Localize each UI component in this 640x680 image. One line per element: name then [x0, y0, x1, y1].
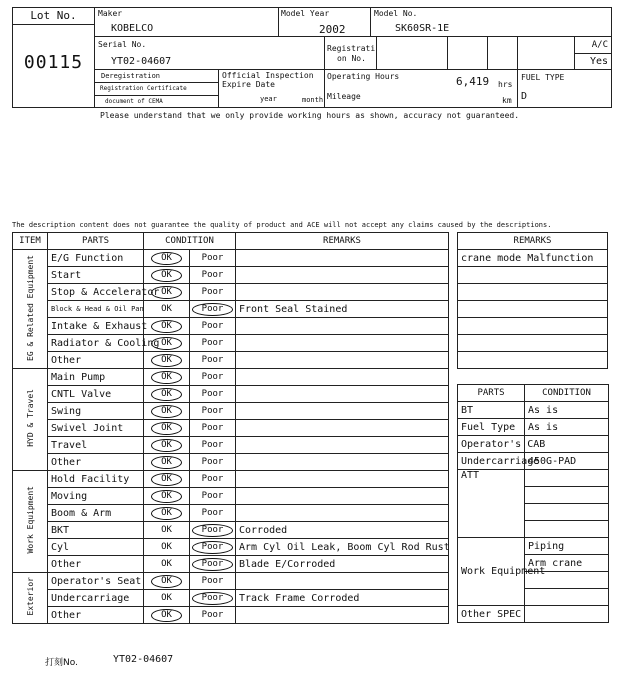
ok-cell: [144, 250, 190, 267]
condition-circled: OK: [151, 575, 182, 588]
category-label: Exterior: [25, 577, 35, 616]
part-name: Other: [48, 556, 144, 573]
table-row: [13, 573, 449, 590]
side-remark-text: crane mode Malfunction: [458, 250, 608, 267]
condition-circled: OK: [151, 354, 182, 367]
table-row: [13, 488, 449, 505]
poor-cell: [190, 573, 236, 590]
part-name: Undercarriage: [48, 590, 144, 607]
condition-circled: OK: [151, 269, 182, 282]
part-name: Other: [48, 352, 144, 369]
fuel-label: Fuel Type: [458, 419, 525, 436]
table-row: [13, 471, 449, 488]
side-remarks-header: REMARKS: [458, 233, 608, 250]
hours-cell: [325, 69, 518, 108]
inspection-table: [12, 232, 449, 624]
condition-option: Poor: [201, 355, 224, 365]
condition-circled: Poor: [192, 303, 234, 316]
model-year-value: 2002: [319, 23, 346, 36]
remarks-row: [458, 318, 608, 335]
remark-text: [236, 403, 449, 420]
condition-circled: OK: [151, 286, 182, 299]
ok-cell: [144, 590, 190, 607]
table-row: [13, 454, 449, 471]
ac-value: Yes: [589, 56, 608, 67]
part-name: Moving: [48, 488, 144, 505]
table-row: [13, 335, 449, 352]
stamp-no-value: YT02-04607: [113, 654, 174, 665]
reg-blank-1: [377, 36, 448, 70]
poor-cell: [190, 454, 236, 471]
condition-circled: Poor: [192, 541, 234, 554]
att-label: ATT: [458, 470, 525, 538]
poor-cell: [190, 301, 236, 318]
cab-label: Operator's CAB: [458, 436, 525, 453]
ok-cell: [144, 437, 190, 454]
att-value-1: [525, 470, 609, 487]
att-value-3: [525, 504, 609, 521]
cema-label: document of CEMA: [105, 98, 163, 105]
remark-text: [236, 488, 449, 505]
condition-option: Poor: [201, 372, 224, 382]
remark-text: [236, 369, 449, 386]
reg-blank-4: [518, 36, 575, 70]
condition-option: Poor: [201, 508, 224, 518]
table-row: [13, 284, 449, 301]
disclaimer: The description content does not guarantee the quality of product and ACE will not accept any claims caused by the descriptions.: [12, 221, 552, 229]
remark-text: [236, 505, 449, 522]
side-remark-text: [458, 301, 608, 318]
side-condition-header: CONDITION: [525, 385, 609, 402]
table-row: [13, 250, 449, 267]
maker-cell: [95, 7, 279, 37]
ok-cell: [144, 369, 190, 386]
remark-text: [236, 471, 449, 488]
model-no-value: SK60SR-1E: [395, 23, 450, 34]
remarks-row: [458, 250, 608, 267]
remark-text: [236, 318, 449, 335]
remark-text: [236, 573, 449, 590]
registration-label-1: Registrati: [327, 44, 376, 53]
remarks-row: [458, 267, 608, 284]
ok-cell: [144, 335, 190, 352]
side-remark-text: [458, 267, 608, 284]
ok-cell: [144, 454, 190, 471]
part-name: Intake & Exhaust: [48, 318, 144, 335]
ok-cell: [144, 301, 190, 318]
bt-value: As is: [525, 402, 609, 419]
poor-cell: [190, 556, 236, 573]
table-row: [13, 522, 449, 539]
poor-cell: [190, 352, 236, 369]
condition-option: OK: [161, 593, 172, 603]
reg-cert-label: Registration Certificate: [95, 83, 218, 96]
poor-cell: [190, 420, 236, 437]
condition-option: Poor: [201, 321, 224, 331]
ac-cell: [575, 36, 612, 70]
condition-option: Poor: [201, 457, 224, 467]
fuel-value: As is: [525, 419, 609, 436]
remark-text: [236, 386, 449, 403]
other-spec-label: Other SPEC: [458, 606, 525, 623]
model-no-cell: [371, 7, 612, 37]
condition-option: Poor: [201, 253, 224, 263]
reg-blank-3: [488, 36, 518, 70]
ok-cell: [144, 539, 190, 556]
month-label: month: [302, 96, 324, 104]
side-remark-text: [458, 318, 608, 335]
model-no-label: Model No.: [374, 9, 418, 18]
header-remarks: REMARKS: [236, 233, 449, 250]
reg-blank-2: [448, 36, 488, 70]
condition-circled: OK: [151, 490, 182, 503]
att-value-2: [525, 487, 609, 504]
category-label: EG & Related Equipment: [25, 254, 35, 361]
category-cell: [13, 471, 48, 573]
poor-cell: [190, 505, 236, 522]
condition-option: Poor: [201, 389, 224, 399]
table-row: [13, 318, 449, 335]
lot-box: [12, 7, 95, 108]
part-name: BKT: [48, 522, 144, 539]
poor-cell: [190, 369, 236, 386]
official-cell: [219, 69, 325, 108]
condition-circled: Poor: [192, 524, 234, 537]
category-cell: [13, 369, 48, 471]
remark-text: Blade E/Corroded: [236, 556, 449, 573]
table-row: [13, 267, 449, 284]
part-name: E/G Function: [48, 250, 144, 267]
undercarriage-value: 450G-PAD: [525, 453, 609, 470]
header-item: ITEM: [13, 233, 48, 250]
stamp-no-label: 打刻No.: [45, 658, 78, 668]
condition-option: Poor: [201, 474, 224, 484]
fuel-type-cell: [518, 69, 612, 108]
table-row: [13, 590, 449, 607]
condition-option: Poor: [201, 338, 224, 348]
ok-cell: [144, 352, 190, 369]
condition-option: OK: [161, 542, 172, 552]
condition-option: Poor: [201, 576, 224, 586]
lot-no-label: Lot No.: [13, 8, 94, 25]
mileage-label: Mileage: [327, 92, 361, 101]
part-name: Other: [48, 454, 144, 471]
official-label-2: Expire Date: [222, 80, 275, 89]
ok-cell: [144, 420, 190, 437]
side-remark-text: [458, 335, 608, 352]
part-name: Other: [48, 607, 144, 624]
condition-circled: Poor: [192, 558, 234, 571]
remark-text: Corroded: [236, 522, 449, 539]
work-value-2: Arm crane: [525, 555, 609, 572]
condition-circled: OK: [151, 609, 182, 622]
header-parts: PARTS: [48, 233, 144, 250]
km-label: km: [502, 96, 512, 105]
remark-text: [236, 420, 449, 437]
ok-cell: [144, 471, 190, 488]
remark-text: Front Seal Stained: [236, 301, 449, 318]
part-name: Hold Facility: [48, 471, 144, 488]
condition-option: Poor: [201, 287, 224, 297]
ok-cell: [144, 403, 190, 420]
condition-option: Poor: [201, 610, 224, 620]
part-name: Swing: [48, 403, 144, 420]
dereg-label: Deregistration: [95, 70, 218, 83]
condition-circled: OK: [151, 439, 182, 452]
header-condition: CONDITION: [144, 233, 236, 250]
remarks-side-table: [457, 232, 608, 369]
condition-circled: OK: [151, 320, 182, 333]
poor-cell: [190, 590, 236, 607]
lot-no: 00115: [23, 52, 84, 73]
model-year-cell: [279, 7, 371, 37]
remarks-row: [458, 284, 608, 301]
fuel-type-label: FUEL TYPE: [521, 73, 565, 82]
serial-value: YT02-04607: [111, 56, 172, 67]
condition-circled: OK: [151, 456, 182, 469]
side-remark-text: [458, 352, 608, 369]
poor-cell: [190, 335, 236, 352]
registration-label-2: on No.: [337, 54, 366, 63]
ok-cell: [144, 556, 190, 573]
registration-cell: [325, 36, 377, 70]
ok-cell: [144, 505, 190, 522]
condition-circled: OK: [151, 405, 182, 418]
work-value-0: [525, 521, 609, 538]
side-remark-text: [458, 284, 608, 301]
part-name: Start: [48, 267, 144, 284]
serial-cell: [95, 36, 325, 70]
category-label: Work Equipment: [25, 486, 35, 554]
maker-value: KOBELCO: [111, 23, 154, 34]
side-parts-header: PARTS: [458, 385, 525, 402]
remark-text: [236, 267, 449, 284]
table-row: [13, 556, 449, 573]
category-cell: [13, 250, 48, 369]
remarks-row: [458, 352, 608, 369]
poor-cell: [190, 471, 236, 488]
operating-hours-label: Operating Hours: [327, 72, 400, 81]
poor-cell: [190, 403, 236, 420]
part-name: CNTL Valve: [48, 386, 144, 403]
operating-hours-value: 6,419: [456, 75, 490, 88]
work-equipment-label: Work Equipment: [458, 538, 525, 606]
dereg-cell: [95, 69, 219, 108]
poor-cell: [190, 250, 236, 267]
category-cell: [13, 573, 48, 624]
ok-cell: [144, 607, 190, 624]
remark-text: Track Frame Corroded: [236, 590, 449, 607]
other-spec-value: [525, 606, 609, 623]
remark-text: [236, 284, 449, 301]
condition-option: OK: [161, 304, 172, 314]
part-name: Boom & Arm: [48, 505, 144, 522]
part-name: Cyl: [48, 539, 144, 556]
part-name: Travel: [48, 437, 144, 454]
poor-cell: [190, 437, 236, 454]
ac-label: A/C: [575, 37, 611, 54]
poor-cell: [190, 488, 236, 505]
part-name: Main Pump: [48, 369, 144, 386]
poor-cell: [190, 522, 236, 539]
remark-text: [236, 607, 449, 624]
work-value-4: [525, 589, 609, 606]
table-row: [13, 386, 449, 403]
remark-text: [236, 454, 449, 471]
remark-text: [236, 437, 449, 454]
ok-cell: [144, 386, 190, 403]
poor-cell: [190, 267, 236, 284]
fuel-type-value: D: [521, 91, 528, 102]
poor-cell: [190, 539, 236, 556]
condition-circled: OK: [151, 337, 182, 350]
remark-text: Arm Cyl Oil Leak, Boom Cyl Rod Rust: [236, 539, 449, 556]
table-row: [13, 539, 449, 556]
remarks-row: [458, 335, 608, 352]
part-name: Radiator & Cooling: [48, 335, 144, 352]
part-name: Block & Head & Oil Pan: [48, 301, 144, 318]
condition-option: OK: [161, 559, 172, 569]
part-name: Stop & Accelerator: [48, 284, 144, 301]
ok-cell: [144, 318, 190, 335]
condition-option: Poor: [201, 440, 224, 450]
remark-text: [236, 352, 449, 369]
table-row: [13, 403, 449, 420]
part-name: Swivel Joint: [48, 420, 144, 437]
remark-text: [236, 335, 449, 352]
table-row: [13, 607, 449, 624]
table-row: [13, 420, 449, 437]
serial-label: Serial No.: [98, 40, 147, 49]
table-row: [13, 437, 449, 454]
hours-notice: Please understand that we only provide working hours as shown, accuracy not guaranteed.: [100, 111, 520, 120]
ok-cell: [144, 267, 190, 284]
parts-side-table: [457, 384, 609, 623]
remarks-row: [458, 301, 608, 318]
remark-text: [236, 250, 449, 267]
work-value-1: Piping: [525, 538, 609, 555]
table-row: [13, 352, 449, 369]
condition-option: Poor: [201, 406, 224, 416]
condition-option: Poor: [201, 423, 224, 433]
condition-circled: OK: [151, 473, 182, 486]
condition-circled: Poor: [192, 592, 234, 605]
poor-cell: [190, 607, 236, 624]
model-year-label: Model Year: [281, 9, 330, 18]
year-label: year: [260, 95, 277, 103]
bt-label: BT: [458, 402, 525, 419]
ok-cell: [144, 284, 190, 301]
condition-circled: OK: [151, 388, 182, 401]
condition-circled: OK: [151, 371, 182, 384]
table-row: [13, 369, 449, 386]
table-row: [13, 505, 449, 522]
ok-cell: [144, 522, 190, 539]
hrs-label: hrs: [498, 80, 513, 89]
maker-label: Maker: [98, 9, 123, 18]
poor-cell: [190, 284, 236, 301]
undercarriage-label: Undercarriage: [458, 453, 525, 470]
table-row: [13, 301, 449, 318]
poor-cell: [190, 386, 236, 403]
official-label-1: Official Inspection: [222, 71, 314, 80]
condition-option: Poor: [201, 491, 224, 501]
condition-circled: OK: [151, 422, 182, 435]
part-name: Operator's Seat: [48, 573, 144, 590]
condition-option: OK: [161, 525, 172, 535]
ok-cell: [144, 488, 190, 505]
category-label: HYD & Travel: [25, 389, 35, 447]
poor-cell: [190, 318, 236, 335]
ok-cell: [144, 573, 190, 590]
condition-circled: OK: [151, 252, 182, 265]
condition-option: Poor: [201, 270, 224, 280]
condition-circled: OK: [151, 507, 182, 520]
